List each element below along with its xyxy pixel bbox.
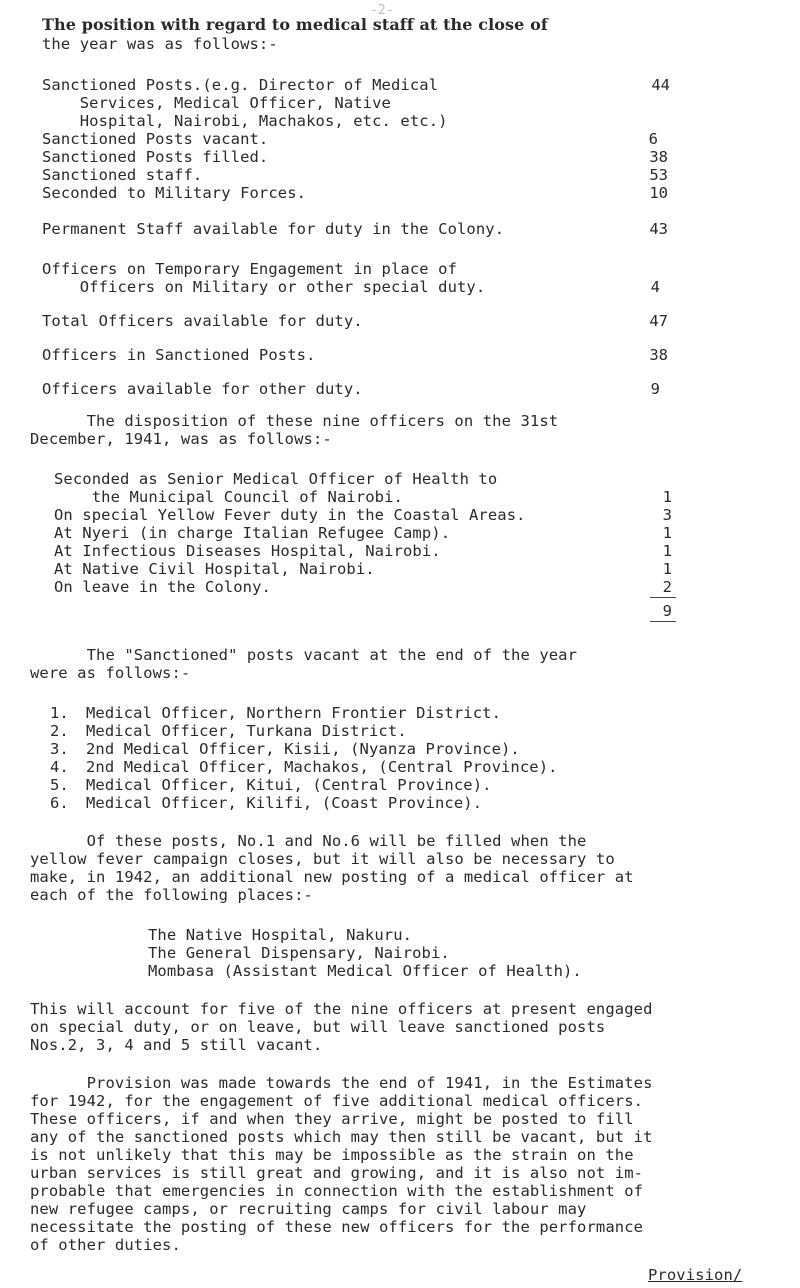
catchword: Provision/	[648, 1266, 743, 1284]
list-item-number: 2.	[50, 722, 69, 740]
paragraph-line: probable that emergencies in connection with the establishment of	[30, 1182, 644, 1200]
disposition-row-label: On special Yellow Fever duty in the Coastal Areas.	[54, 506, 526, 524]
disposition-row-label: At Native Civil Hospital, Nairobi.	[54, 560, 375, 578]
permanent-staff-label: Permanent Staff available for duty in the Colony.	[42, 220, 505, 238]
paragraph-line: Nos.2, 3, 4 and 5 still vacant.	[30, 1036, 323, 1054]
establishment-row-label: Sanctioned staff.	[42, 166, 203, 184]
list-item-number: 6.	[50, 794, 69, 812]
paragraph-line: This will account for five of the nine officers at present engaged	[30, 1000, 653, 1018]
vacant-para-line: The "Sanctioned" posts vacant at the end of the year	[30, 646, 578, 664]
vacant-para-line: were as follows:-	[30, 664, 191, 682]
establishment-row-value: 6	[648, 130, 658, 148]
paragraph-line: any of the sanctioned posts which may then still be vacant, but it	[30, 1128, 653, 1146]
establishment-row-label: Sanctioned Posts.(e.g. Director of Medical	[42, 76, 439, 94]
disposition-row-label: At Nyeri (in charge Italian Refugee Camp).	[54, 524, 451, 542]
list-item-number: 1.	[50, 704, 69, 722]
disposition-row-value: 3	[662, 506, 672, 524]
establishment-row-value: 44	[651, 76, 670, 94]
establishment-row-value: 53	[649, 166, 668, 184]
header-line: The position with regard to medical staff at the close of	[42, 15, 548, 34]
other-duty-label: Officers available for other duty.	[42, 380, 363, 398]
paragraph-line: is not unlikely that this may be impossible as the strain on the	[30, 1146, 634, 1164]
disposition-para-line: The disposition of these nine officers on the 31st	[30, 412, 559, 430]
sum-rule	[650, 597, 676, 598]
paragraph-line: Of these posts, No.1 and No.6 will be filled when the	[30, 832, 587, 850]
total-available-value: 47	[649, 312, 668, 330]
list-item: Medical Officer, Turkana District.	[86, 722, 407, 740]
list-item: Mombasa (Assistant Medical Officer of Health).	[148, 962, 582, 980]
list-item-number: 4.	[50, 758, 69, 776]
paragraph-line: urban services is still great and growing, and it is also not im-	[30, 1164, 644, 1182]
disposition-row-value: 1	[662, 524, 672, 542]
list-item-number: 3.	[50, 740, 69, 758]
temporary-value: 4	[650, 278, 660, 296]
disposition-row-label: the Municipal Council of Nairobi.	[54, 488, 403, 506]
total-available-label: Total Officers available for duty.	[42, 312, 363, 330]
disposition-row-value: 2	[662, 578, 672, 596]
paragraph-line: new refugee camps, or recruiting camps for civil labour may	[30, 1200, 587, 1218]
temporary-label: Officers on Temporary Engagement in place of	[42, 260, 457, 278]
establishment-row-label: Seconded to Military Forces.	[42, 184, 307, 202]
list-item: Medical Officer, Northern Frontier District.	[86, 704, 501, 722]
other-duty-value: 9	[650, 380, 660, 398]
list-item: 2nd Medical Officer, Kisii, (Nyanza Province).	[86, 740, 520, 758]
disposition-total: 9	[662, 602, 672, 620]
paragraph-line: of other duties.	[30, 1236, 181, 1254]
list-item-number: 5.	[50, 776, 69, 794]
disposition-row-label: Seconded as Senior Medical Officer of Health to	[54, 470, 498, 488]
list-item: 2nd Medical Officer, Machakos, (Central Province).	[86, 758, 558, 776]
paragraph-line: yellow fever campaign closes, but it will also be necessary to	[30, 850, 615, 868]
list-item: The Native Hospital, Nakuru.	[148, 926, 413, 944]
disposition-row-label: At Infectious Diseases Hospital, Nairobi.	[54, 542, 441, 560]
paragraph-line: Provision was made towards the end of 1941, in the Estimates	[30, 1074, 653, 1092]
in-sanctioned-value: 38	[649, 346, 668, 364]
paragraph-line: each of the following places:-	[30, 886, 313, 904]
disposition-row-label: On leave in the Colony.	[54, 578, 271, 596]
temporary-label: Officers on Military or other special duty.	[42, 278, 486, 296]
sum-double-rule	[650, 621, 676, 622]
list-item: Medical Officer, Kilifi, (Coast Province).	[86, 794, 483, 812]
header-line-2: the year was as follows:-	[42, 35, 278, 53]
paragraph-line: for 1942, for the engagement of five additional medical officers.	[30, 1092, 644, 1110]
disposition-row-value: 1	[662, 488, 672, 506]
paragraph-line: on special duty, or on leave, but will leave sanctioned posts	[30, 1018, 606, 1036]
paragraph-line: These officers, if and when they arrive, might be posted to fill	[30, 1110, 634, 1128]
establishment-row-label: Hospital, Nairobi, Machakos, etc. etc.)	[42, 112, 448, 130]
establishment-row-label: Sanctioned Posts filled.	[42, 148, 269, 166]
list-item: Medical Officer, Kitui, (Central Province).	[86, 776, 492, 794]
list-item: The General Dispensary, Nairobi.	[148, 944, 450, 962]
paragraph-line: make, in 1942, an additional new posting of a medical officer at	[30, 868, 634, 886]
paragraph-line: necessitate the posting of these new officers for the performance	[30, 1218, 644, 1236]
page-number: -2-	[370, 3, 394, 18]
disposition-para-line: December, 1941, was as follows:-	[30, 430, 332, 448]
establishment-row-label: Sanctioned Posts vacant.	[42, 130, 269, 148]
permanent-staff-value: 43	[649, 220, 668, 238]
disposition-row-value: 1	[662, 560, 672, 578]
disposition-row-value: 1	[662, 542, 672, 560]
establishment-row-label: Services, Medical Officer, Native	[42, 94, 391, 112]
in-sanctioned-label: Officers in Sanctioned Posts.	[42, 346, 316, 364]
establishment-row-value: 38	[649, 148, 668, 166]
establishment-row-value: 10	[649, 184, 668, 202]
